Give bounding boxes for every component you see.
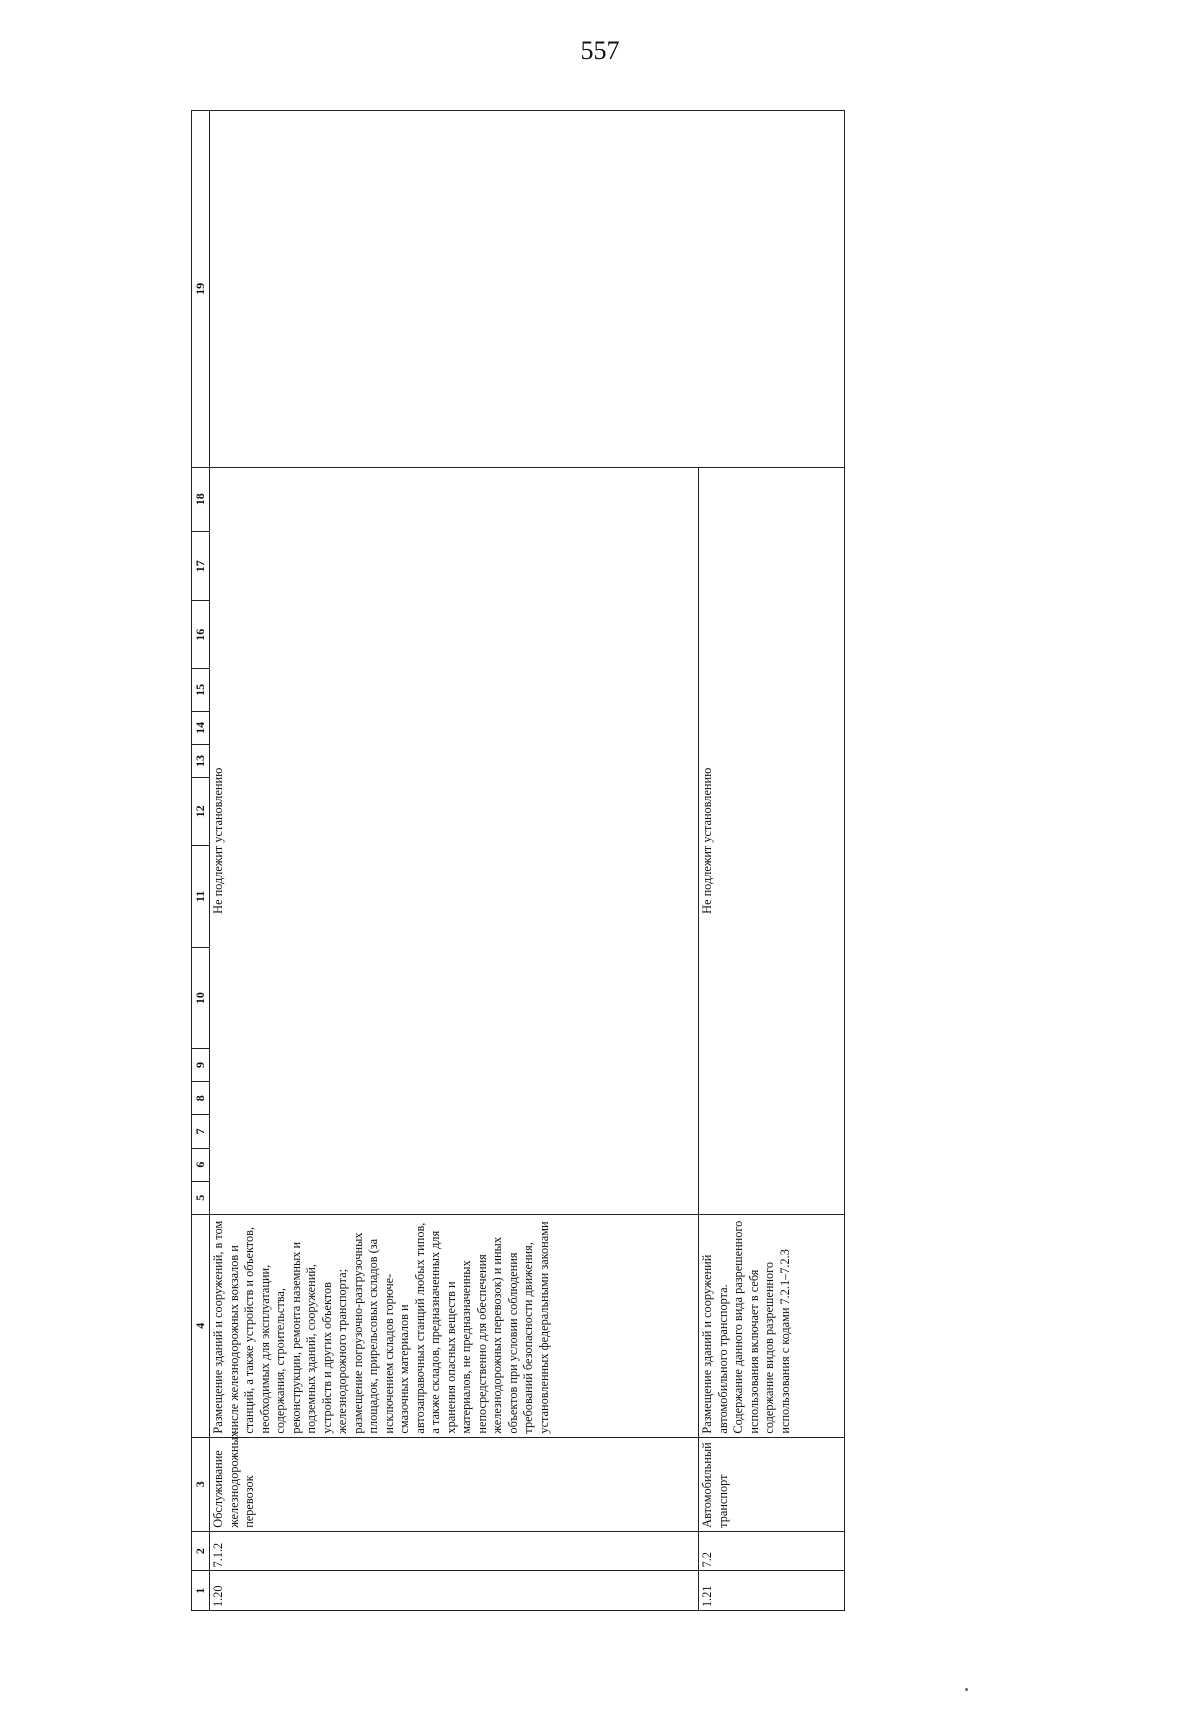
row-description: Размещение зданий и сооружений автомобильного транспорта. Содержание данного вида разрешенного использования включает в себя содержание видов разрешенного использования с кодами 7.2.1–7.2.3 — [699, 1214, 845, 1437]
header-cell: 8 — [192, 1082, 210, 1115]
header-cell: 10 — [192, 948, 210, 1049]
header-cell: 3 — [192, 1437, 210, 1531]
page-number: 557 — [580, 36, 620, 65]
header-cell: 14 — [192, 711, 210, 744]
row-status: Не подлежит установлению — [699, 467, 845, 1214]
header-row — [192, 111, 210, 1611]
row-code: 7.2 — [699, 1531, 845, 1571]
row-name: Обслуживание железнодорожных перевозок — [210, 1437, 699, 1531]
header-cell: 5 — [192, 1181, 210, 1214]
row-description: Размещение зданий и сооружений, в том числе железнодорожных вокзалов и станций, а также устройств и объектов, необходимых для эксплуатации, содержания, строительства, реконструкции, ремонта наземных и подземных зданий, сооружений, устройств и других объектов железнодорожного транспорта; размещение погрузочно-разгрузочных площадок, прирельсовых складов (за исключением складов горюче-смазочных материалов и автозаправочных станций любых типов, а также складов, предназначенных для хранения опасных веществ и материалов, не предназначенных непосредственно для обеспечения железнодорожных перевозок) и иных объектов при условии соблюдения требований безопасности движения, установленных федеральными законами — [210, 1214, 699, 1437]
header-cell: 17 — [192, 531, 210, 601]
header-cell: 1 — [192, 1571, 210, 1611]
header-cell: 2 — [192, 1531, 210, 1571]
row-number: 1.21 — [699, 1571, 845, 1611]
scan-speck — [965, 1688, 968, 1691]
header-cell: 7 — [192, 1115, 210, 1148]
rotated-table-wrapper — [191, 110, 841, 1611]
empty-cell — [210, 111, 845, 468]
header-cell: 6 — [192, 1148, 210, 1181]
table-row — [210, 111, 699, 1611]
header-cell: 15 — [192, 668, 210, 711]
header-cell: 4 — [192, 1214, 210, 1437]
header-cell: 9 — [192, 1048, 210, 1081]
header-cell: 18 — [192, 467, 210, 531]
row-code: 7.1.2 — [210, 1531, 699, 1571]
row-status: Не подлежит установлению — [210, 467, 699, 1214]
header-cell: 11 — [192, 845, 210, 948]
header-cell: 13 — [192, 744, 210, 777]
land-use-table — [191, 110, 845, 1611]
header-cell: 16 — [192, 601, 210, 668]
header-cell: 19 — [192, 111, 210, 468]
header-cell: 12 — [192, 778, 210, 845]
row-number: 1.20 — [210, 1571, 699, 1611]
row-name: Автомобильный транспорт — [699, 1437, 845, 1531]
